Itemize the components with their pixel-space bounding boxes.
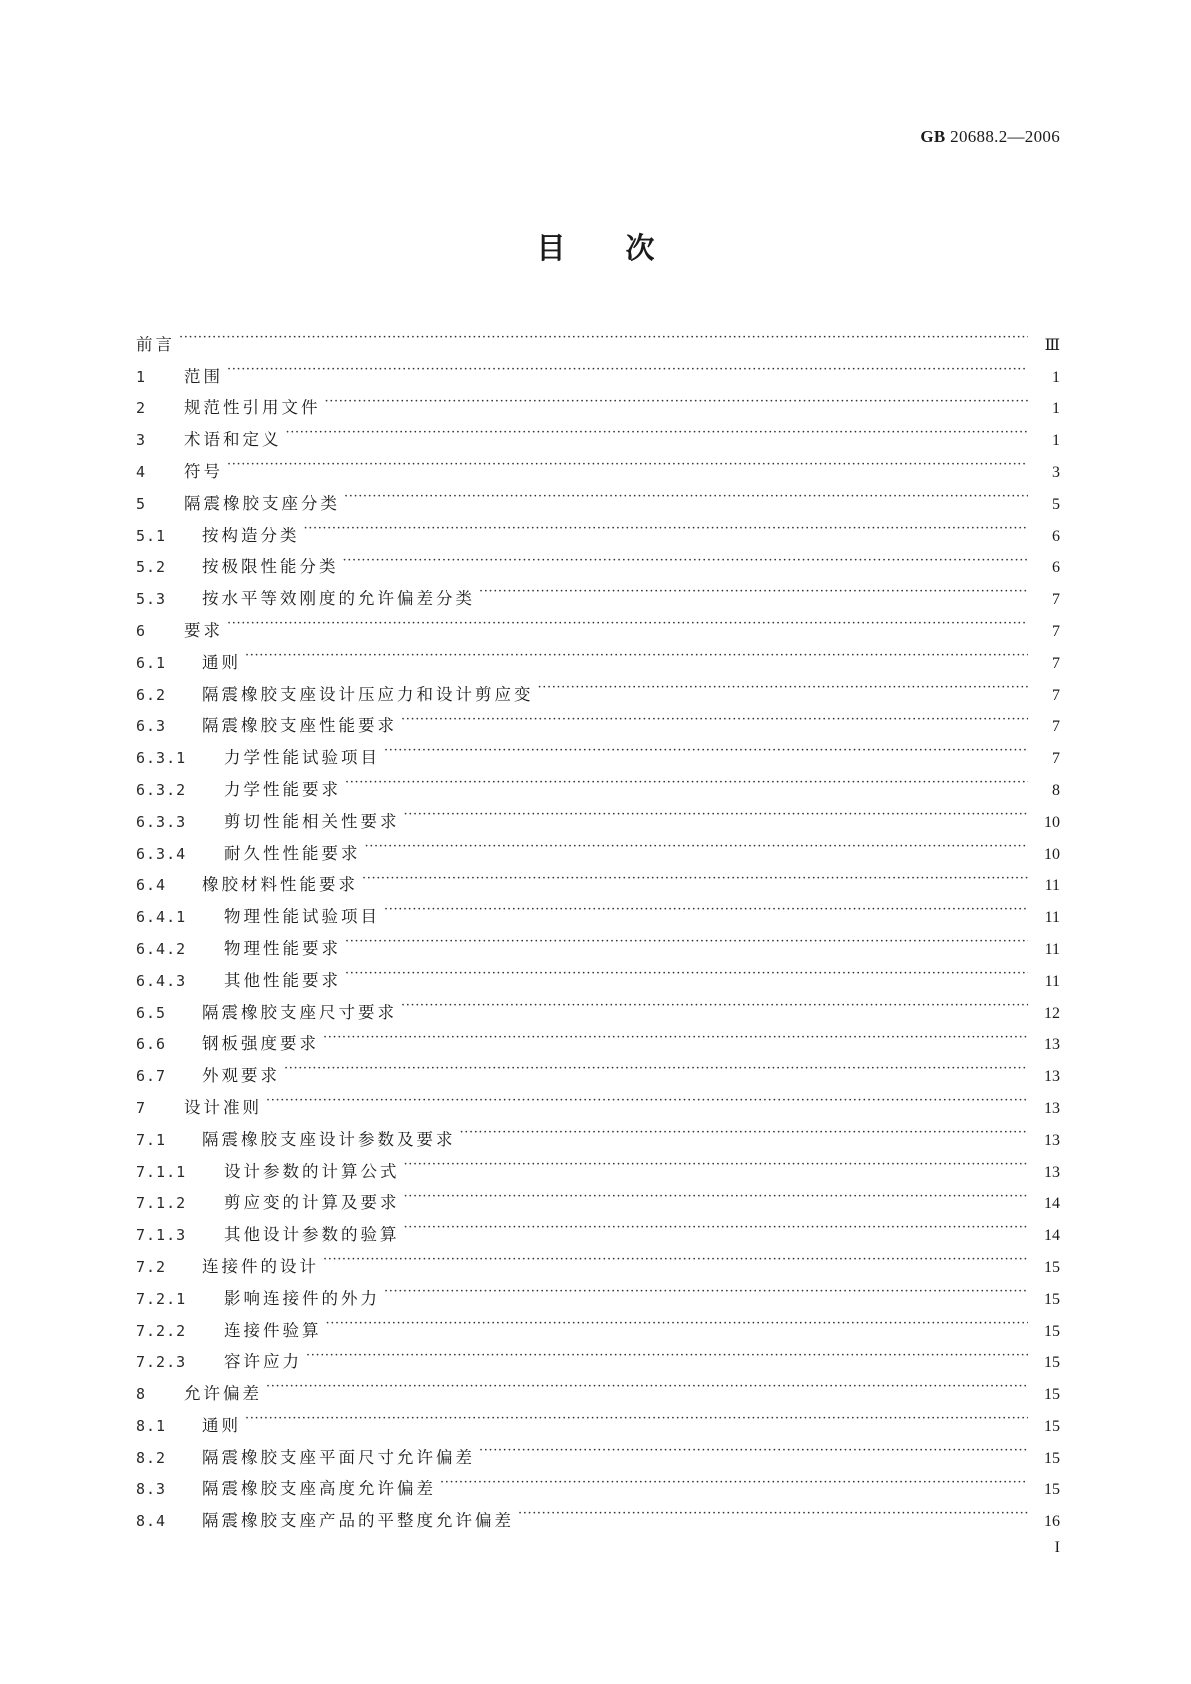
toc-entry-label: 容许应力 (224, 1352, 302, 1372)
toc-entry-page: 7 (1052, 591, 1060, 609)
toc-entry-number: 7.2 (136, 1257, 167, 1276)
toc-entry[interactable] (136, 1411, 1060, 1443)
toc-entry[interactable] (136, 712, 1060, 744)
toc-entry[interactable] (136, 1348, 1060, 1380)
toc-entry-page: 6 (1052, 527, 1060, 545)
toc-dot-leader (345, 934, 1028, 954)
toc-entry-page: 7 (1052, 686, 1060, 704)
toc-dot-leader (326, 1316, 1029, 1336)
toc-entry-label: 前言 (136, 334, 175, 354)
toc-dot-leader (345, 775, 1028, 795)
toc-entry-page: 7 (1052, 654, 1060, 672)
toc-dot-leader (362, 871, 1028, 891)
toc-entry-page: 3 (1052, 463, 1060, 481)
toc-entry-number: 7.1.1 (136, 1162, 187, 1181)
toc-entry-label: 要求 (184, 620, 223, 640)
toc-entry-label: 连接件的设计 (202, 1256, 319, 1276)
toc-entry-label: 隔震橡胶支座设计压应力和设计剪应变 (202, 684, 534, 704)
toc-entry[interactable] (136, 775, 1060, 807)
toc-entry-label: 隔震橡胶支座尺寸要求 (202, 1002, 397, 1022)
toc-entry[interactable] (136, 1093, 1060, 1125)
toc-entry-page: 13 (1044, 1131, 1060, 1149)
toc-entry-number: 7.1.3 (136, 1226, 187, 1245)
toc-entry-number: 8.2 (136, 1448, 167, 1467)
toc-entry[interactable] (136, 1475, 1060, 1507)
toc-entry[interactable] (136, 553, 1060, 585)
toc-dot-leader (384, 1284, 1028, 1304)
toc-entry-label: 隔震橡胶支座高度允许偏差 (202, 1479, 436, 1499)
toc-entry-page: Ⅲ (1044, 336, 1060, 354)
toc-entry-label: 通则 (202, 1415, 241, 1435)
toc-entry-label: 设计准则 (184, 1097, 262, 1117)
toc-entry-page: 13 (1044, 1036, 1060, 1054)
toc-entry-number: 6.5 (136, 1003, 167, 1022)
toc-entry-label: 力学性能试验项目 (224, 748, 380, 768)
toc-dot-leader (401, 712, 1028, 732)
toc-dot-leader (518, 1506, 1028, 1526)
toc-entry-number: 6.3.4 (136, 844, 187, 863)
toc-entry-label: 按极限性能分类 (202, 557, 339, 577)
toc-entry-number: 6.4.1 (136, 908, 187, 927)
toc-dot-leader (479, 584, 1028, 604)
toc-entry-label: 影响连接件的外力 (224, 1288, 380, 1308)
toc-entry-label: 隔震橡胶支座性能要求 (202, 716, 397, 736)
toc-dot-leader (284, 1061, 1028, 1081)
toc-entry-label: 隔震橡胶支座设计参数及要求 (202, 1129, 456, 1149)
toc-entry-label: 连接件验算 (224, 1320, 322, 1340)
toc-entry-page: 15 (1044, 1354, 1060, 1372)
toc-entry-number: 6.3.2 (136, 780, 187, 799)
toc-dot-leader (286, 425, 1029, 445)
toc-entry[interactable] (136, 1061, 1060, 1093)
toc-entry[interactable] (136, 394, 1060, 426)
toc-dot-leader (343, 553, 1029, 573)
toc-entry-label: 剪切性能相关性要求 (224, 811, 400, 831)
toc-entry-label: 剪应变的计算及要求 (224, 1193, 400, 1213)
toc-entry-label: 物理性能要求 (224, 938, 341, 958)
toc-entry-page: 14 (1044, 1227, 1060, 1245)
toc-dot-leader (384, 902, 1028, 922)
toc-entry-number: 2 (136, 399, 147, 418)
toc-dot-leader (306, 1348, 1028, 1368)
toc-entry[interactable] (136, 902, 1060, 934)
toc-entry[interactable] (136, 1220, 1060, 1252)
toc-entry-page: 7 (1052, 622, 1060, 640)
toc-entry[interactable] (136, 648, 1060, 680)
toc-entry-number: 5.1 (136, 526, 167, 545)
toc-entry[interactable] (136, 489, 1060, 521)
toc-dot-leader (460, 1125, 1029, 1145)
toc-entry-page: 11 (1044, 909, 1060, 927)
toc-dot-leader (266, 1093, 1028, 1113)
toc-entry-number: 8.1 (136, 1416, 167, 1435)
toc-entry-label: 其他设计参数的验算 (224, 1225, 400, 1245)
toc-entry-number: 7.1.2 (136, 1194, 187, 1213)
toc-entry-number: 6.1 (136, 653, 167, 672)
toc-entry-label: 设计参数的计算公式 (224, 1161, 400, 1181)
toc-entry-number: 7.2.1 (136, 1289, 187, 1308)
toc-entry[interactable] (136, 1506, 1060, 1538)
toc-entry-number: 3 (136, 431, 147, 450)
toc-entry-number: 7 (136, 1098, 147, 1117)
toc-entry[interactable] (136, 807, 1060, 839)
toc-entry[interactable] (136, 362, 1060, 394)
standard-number (920, 127, 1060, 147)
toc-entry-label: 范围 (184, 366, 223, 386)
toc-entry-label: 其他性能要求 (224, 970, 341, 990)
toc-dot-leader (384, 743, 1028, 763)
toc-entry-number: 5.3 (136, 590, 167, 609)
toc-entry-page: 16 (1044, 1513, 1060, 1531)
toc-dot-leader (304, 521, 1029, 541)
toc-dot-leader (344, 489, 1028, 509)
standard-prefix: GB (920, 127, 946, 146)
toc-entry-page: 15 (1044, 1322, 1060, 1340)
toc-dot-leader (323, 1030, 1028, 1050)
toc-entry[interactable] (136, 1443, 1060, 1475)
toc-entry-page: 6 (1052, 559, 1060, 577)
toc-dot-leader (227, 362, 1028, 382)
toc-entry-page: 15 (1044, 1481, 1060, 1499)
toc-entry-page: 15 (1044, 1417, 1060, 1435)
toc-entry-page: 1 (1052, 368, 1060, 386)
toc-entry-label: 隔震橡胶支座平面尺寸允许偏差 (202, 1447, 475, 1467)
toc-entry[interactable] (136, 330, 1060, 362)
toc-dot-leader (440, 1475, 1028, 1495)
toc-entry-page: 10 (1044, 845, 1060, 863)
toc-entry-label: 耐久性性能要求 (224, 843, 361, 863)
toc-entry-number: 4 (136, 462, 147, 481)
toc-dot-leader (323, 1252, 1028, 1272)
toc-entry-page: 5 (1052, 495, 1060, 513)
toc-entry-number: 7.2.2 (136, 1321, 187, 1340)
toc-entry-number: 1 (136, 367, 147, 386)
toc-entry-number: 6.3.1 (136, 749, 187, 768)
toc-entry-number: 8.4 (136, 1512, 167, 1531)
toc-dot-leader (401, 998, 1028, 1018)
toc-entry-number: 6 (136, 621, 147, 640)
toc-entry[interactable] (136, 1379, 1060, 1411)
toc-entry[interactable] (136, 839, 1060, 871)
toc-entry[interactable] (136, 425, 1060, 457)
toc-entry-label: 符号 (184, 461, 223, 481)
toc-entry-page: 13 (1044, 1099, 1060, 1117)
toc-entry-page: 7 (1052, 750, 1060, 768)
toc-entry-label: 规范性引用文件 (184, 398, 321, 418)
toc-entry[interactable] (136, 616, 1060, 648)
toc-dot-leader (325, 394, 1029, 414)
toc-dot-leader (538, 680, 1029, 700)
toc-dot-leader (245, 648, 1028, 668)
table-of-contents (136, 330, 1060, 1538)
toc-entry[interactable] (136, 998, 1060, 1030)
toc-entry-label: 术语和定义 (184, 430, 282, 450)
toc-dot-leader (365, 839, 1029, 859)
toc-entry[interactable] (136, 521, 1060, 553)
toc-entry-page: 8 (1052, 781, 1060, 799)
toc-entry-number: 8 (136, 1385, 147, 1404)
toc-dot-leader (404, 1189, 1029, 1209)
standard-code: 20688.2—2006 (950, 127, 1060, 146)
toc-entry-page: 14 (1044, 1195, 1060, 1213)
toc-entry-page: 7 (1052, 718, 1060, 736)
toc-entry-number: 5 (136, 494, 147, 513)
toc-entry-page: 15 (1044, 1449, 1060, 1467)
toc-entry[interactable] (136, 1284, 1060, 1316)
toc-entry-number: 6.3.3 (136, 812, 187, 831)
toc-entry[interactable] (136, 934, 1060, 966)
toc-dot-leader (404, 1157, 1029, 1177)
toc-entry-number: 6.3 (136, 717, 167, 736)
toc-entry[interactable] (136, 584, 1060, 616)
toc-entry[interactable] (136, 1189, 1060, 1221)
toc-entry-number: 5.2 (136, 558, 167, 577)
toc-entry[interactable] (136, 1316, 1060, 1348)
toc-entry-number: 6.7 (136, 1067, 167, 1086)
toc-entry-label: 隔震橡胶支座分类 (184, 493, 340, 513)
toc-entry-page: 12 (1044, 1004, 1060, 1022)
toc-entry[interactable] (136, 1125, 1060, 1157)
toc-entry-label: 按水平等效刚度的允许偏差分类 (202, 589, 475, 609)
toc-entry[interactable] (136, 1157, 1060, 1189)
page-number: I (1054, 1539, 1060, 1556)
toc-dot-leader (404, 1220, 1029, 1240)
toc-entry-label: 按构造分类 (202, 525, 300, 545)
toc-entry[interactable] (136, 1252, 1060, 1284)
toc-entry-page: 11 (1044, 940, 1060, 958)
toc-entry-number: 6.4.3 (136, 971, 187, 990)
toc-entry-number: 6.4.2 (136, 939, 187, 958)
toc-entry-page: 15 (1044, 1258, 1060, 1276)
toc-dot-leader (404, 807, 1029, 827)
toc-entry-number: 6.4 (136, 876, 167, 895)
toc-dot-leader (266, 1379, 1028, 1399)
toc-entry[interactable] (136, 1030, 1060, 1062)
toc-entry[interactable] (136, 743, 1060, 775)
toc-dot-leader (245, 1411, 1028, 1431)
toc-entry[interactable] (136, 966, 1060, 998)
toc-entry-page: 15 (1044, 1290, 1060, 1308)
toc-dot-leader (179, 330, 1028, 350)
toc-entry-page: 11 (1044, 877, 1060, 895)
toc-entry-page: 11 (1044, 972, 1060, 990)
toc-entry-page: 1 (1052, 400, 1060, 418)
toc-entry-label: 钢板强度要求 (202, 1034, 319, 1054)
toc-entry-page: 13 (1044, 1163, 1060, 1181)
toc-entry-label: 力学性能要求 (224, 779, 341, 799)
toc-entry-label: 允许偏差 (184, 1384, 262, 1404)
toc-dot-leader (345, 966, 1028, 986)
toc-entry-page: 1 (1052, 432, 1060, 450)
toc-entry-label: 橡胶材料性能要求 (202, 875, 358, 895)
toc-entry-label: 通则 (202, 652, 241, 672)
toc-entry-page: 10 (1044, 813, 1060, 831)
toc-entry-number: 6.2 (136, 685, 167, 704)
toc-entry-page: 13 (1044, 1068, 1060, 1086)
toc-entry[interactable] (136, 871, 1060, 903)
toc-entry-number: 7.1 (136, 1130, 167, 1149)
toc-entry-label: 外观要求 (202, 1066, 280, 1086)
toc-dot-leader (227, 616, 1028, 636)
toc-dot-leader (479, 1443, 1028, 1463)
toc-entry-label: 隔震橡胶支座产品的平整度允许偏差 (202, 1511, 514, 1531)
toc-entry[interactable] (136, 457, 1060, 489)
toc-entry-number: 7.2.3 (136, 1353, 187, 1372)
toc-entry-number: 8.3 (136, 1480, 167, 1499)
toc-dot-leader (227, 457, 1028, 477)
toc-entry-page: 15 (1044, 1386, 1060, 1404)
toc-entry-number: 6.6 (136, 1035, 167, 1054)
toc-entry[interactable] (136, 680, 1060, 712)
toc-entry-label: 物理性能试验项目 (224, 907, 380, 927)
page-title: 目次 (536, 231, 715, 265)
